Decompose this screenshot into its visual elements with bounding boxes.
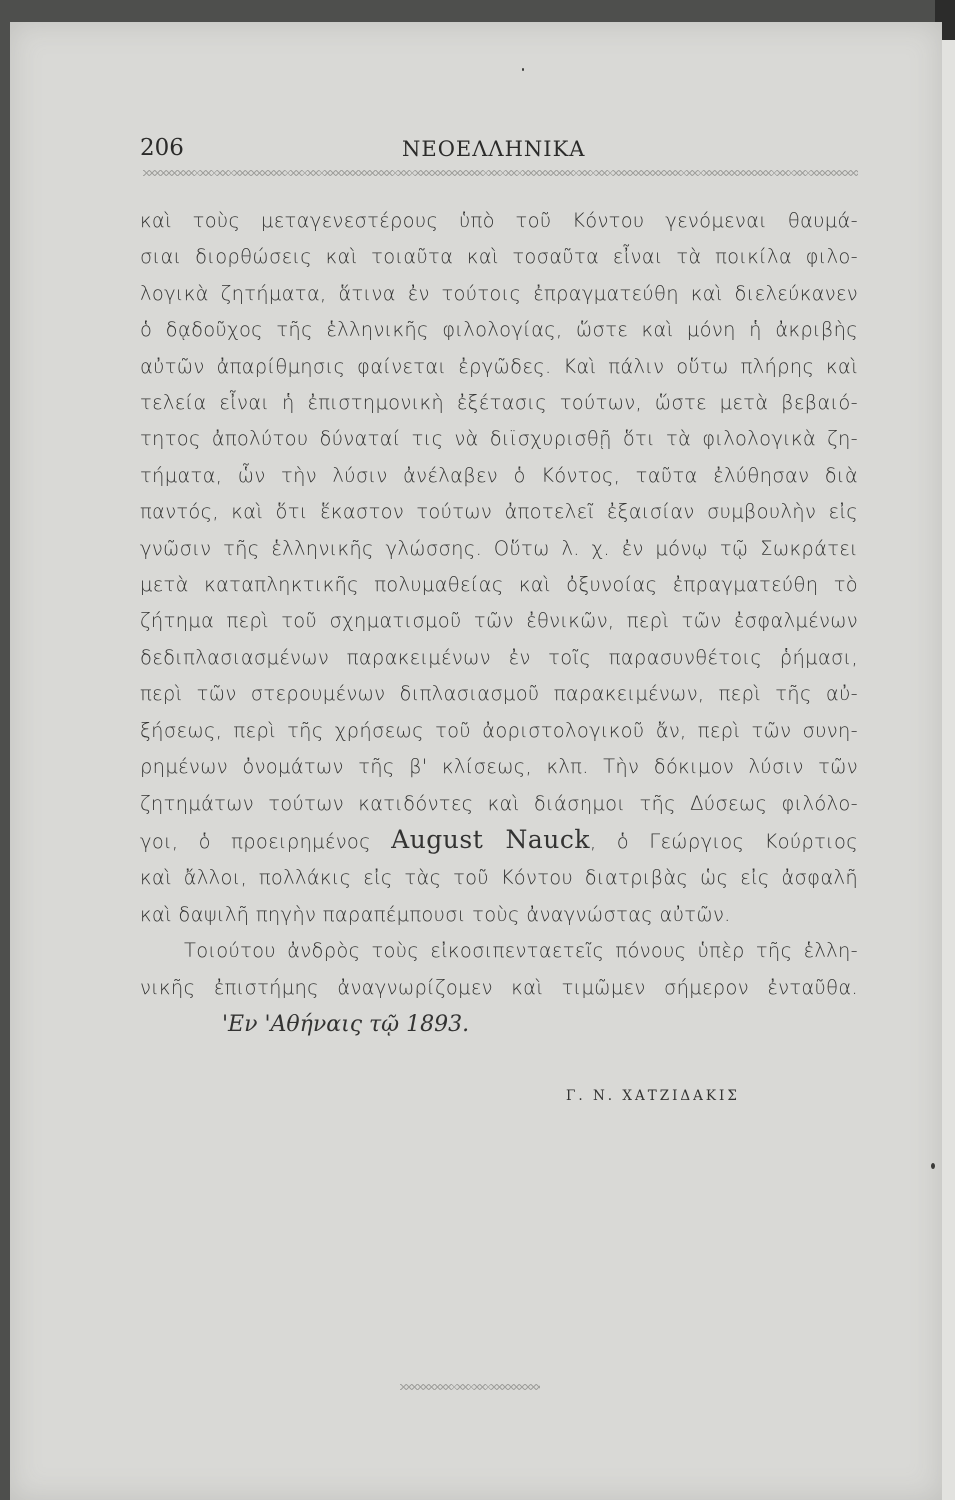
text-line: ρημένων ὀνομάτων τῆς β' κλίσεως, κλπ. Τὴν δόκιμον λύσιν τῶν <box>140 755 858 779</box>
text-line: καὶ τοὺς μεταγενεστέρους ὑπὸ τοῦ Κόντου γενόμεναι θαυμά- <box>140 209 858 232</box>
text-line: λογικὰ ζητήματα, ἅτινα ἐν τούτοις ἐπραγματεύθη καὶ διελεύκανεν <box>140 281 858 305</box>
text-line: καὶ ἄλλοι, πολλάκις εἰς τὰς τοῦ Κόντου διατριβὰς ὡς εἰς ἀσφαλῆ <box>140 866 858 890</box>
text-line: μετὰ καταπληκτικῆς πολυμαθείας καὶ ὀξυνοίας ἐπραγματεύθη τὸ <box>140 573 858 597</box>
text-line: σιαι διορθώσεις καὶ τοιαῦτα καὶ τοσαῦτα εἶναι τὰ ποικίλα φιλο- <box>140 245 858 269</box>
running-title: ΝΕΟΕΛΛΗΝΙΚΑ <box>402 137 586 161</box>
page-number: 206 <box>140 135 184 161</box>
place-date: 'Εν 'Αθήναις τῷ 1893. <box>222 1012 470 1037</box>
text-line: Τοιούτου ἀνδρὸς τοὺς εἰκοσιπενταετεῖς πόνους ὑπὲρ τῆς ἑλλη- <box>184 939 858 963</box>
author-signature: Γ. Ν. ΧΑΤΖΙΔΑΚΙΣ <box>566 1088 740 1104</box>
text-line: αὐτῶν ἀπαρίθμησις φαίνεται ἐργῶδες. Καὶ πάλιν οὕτω πλήρης καὶ <box>140 354 858 378</box>
latin-name: August Nauck <box>391 824 591 854</box>
end-wavy-rule <box>400 1384 540 1390</box>
text-line-with-latin-name <box>140 822 858 860</box>
text-line: τελεία εἶναι ἡ ἐπιστημονικὴ ἐξέτασις τούτων, ὥστε μετὰ βεβαιό- <box>140 391 858 415</box>
text-line: δεδιπλασιασμένων παρακειμένων ἐν τοῖς παρασυνθέτοις ῥήμασι, <box>140 645 858 669</box>
text-line: τητος ἀπολύτου δύναταί τις νὰ διϊσχυρισθῇ ὅτι τὰ φιλολογικὰ ζη- <box>140 427 858 451</box>
text-line: ζήτημα περὶ τοῦ σχηματισμοῦ τῶν ἐθνικῶν, περὶ τῶν ἐσφαλμένων <box>140 609 858 633</box>
text-line: καὶ δαψιλῆ πηγὴν παραπέμπουσι τοὺς ἀναγνώστας αὐτῶν. <box>140 902 731 926</box>
text-line: περὶ τῶν στερουμένων διπλασιασμοῦ παρακειμένων, περὶ τῆς αὐ- <box>140 682 858 706</box>
text-fragment: γοι, ὁ προειρημένος <box>140 829 392 853</box>
text-fragment: , ὁ Γεώργιος Κούρτιος <box>590 829 858 853</box>
text-line: νικῆς ἐπιστήμης ἀναγνωρίζομεν καὶ τιμῶμεν σήμερον ἐνταῦθα. <box>140 975 858 999</box>
text-line: ξήσεως, περὶ τῆς χρήσεως τοῦ ἀοριστολογικοῦ ἄν, περὶ τῶν συνη- <box>140 718 858 742</box>
page-right-edge <box>942 40 955 1500</box>
text-line: τήματα, ὧν τὴν λύσιν ἀνέλαβεν ὁ Κόντος, ταῦτα ἐλύθησαν διὰ <box>140 463 858 487</box>
body-text <box>140 203 858 1006</box>
text-line: ὁ δᾳδοῦχος τῆς ἑλληνικῆς φιλολογίας, ὥστε καὶ μόνη ἡ ἀκριβὴς <box>140 318 858 342</box>
text-line: παντός, καὶ ὅτι ἕκαστον τούτων ἀποτελεῖ ἐξαισίαν συμβουλὴν εἰς <box>140 500 858 524</box>
page-header <box>140 135 855 167</box>
ink-speck <box>522 68 524 71</box>
text-line: γνῶσιν τῆς ἑλληνικῆς γλώσσης. Οὕτω λ. χ. ἐν μόνῳ τῷ Σωκράτει <box>140 536 858 560</box>
header-wavy-rule <box>143 170 858 176</box>
text-line: ζητημάτων τούτων κατιδόντες καὶ διάσημοι τῆς Δύσεως φιλόλο- <box>140 791 858 815</box>
ink-speck <box>931 1163 935 1169</box>
